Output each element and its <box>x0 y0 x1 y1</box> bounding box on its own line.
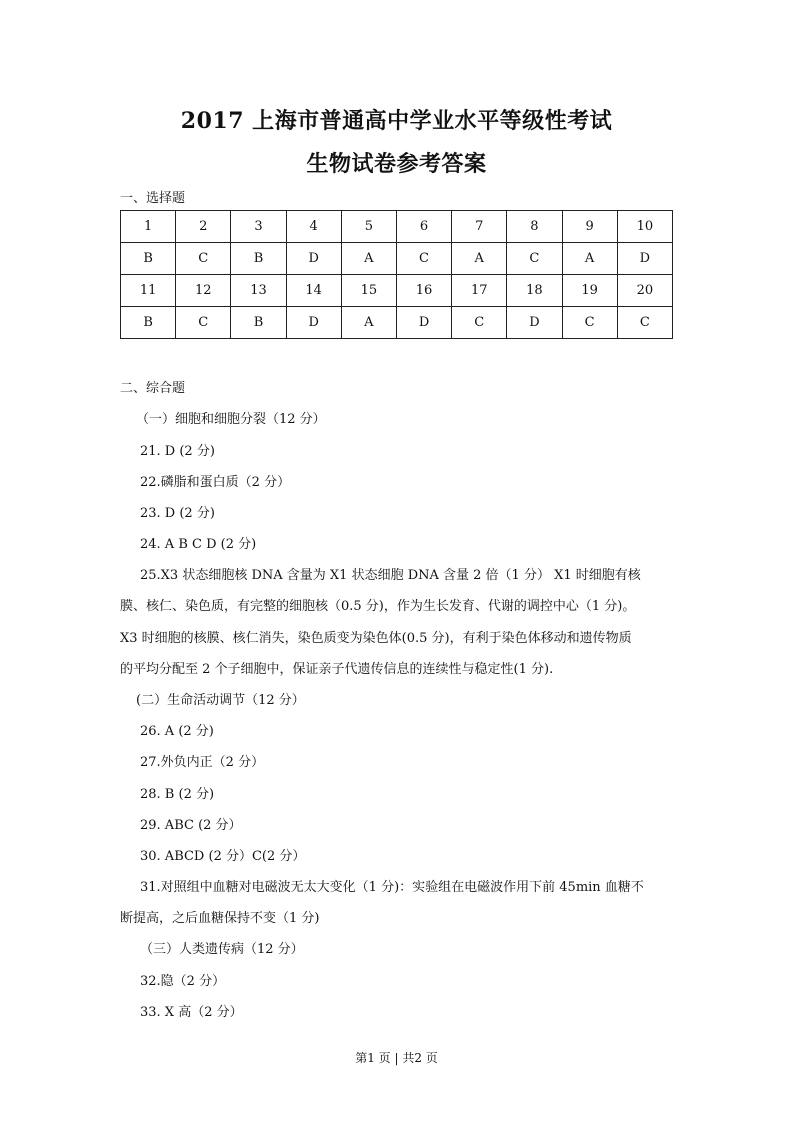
table-cell: 1 <box>121 211 176 243</box>
answer-line: 25.X3 状态细胞核 DNA 含量为 X1 状态细胞 DNA 含量 2 倍（1 分） X1 时细胞有核 <box>140 568 641 583</box>
table-cell: 11 <box>121 275 176 307</box>
table-cell: D <box>286 307 341 339</box>
table-cell: 19 <box>562 275 617 307</box>
table-cell: 5 <box>341 211 396 243</box>
table-cell: D <box>286 243 341 275</box>
answer-line: X3 时细胞的核膜、核仁消失，染色质变为染色体(0.5 分)，有利于染色体移动和遗传物质 <box>120 631 632 646</box>
table-cell: 14 <box>286 275 341 307</box>
page-footer: 第1 页 | 共2 页 <box>355 1051 438 1065</box>
table-cell: 4 <box>286 211 341 243</box>
table-cell: C <box>176 307 231 339</box>
table-cell: 15 <box>341 275 396 307</box>
table-cell: C <box>396 243 451 275</box>
answer-line: 29. ABC (2 分） <box>140 818 242 833</box>
answer-line: 21. D (2 分) <box>140 444 215 459</box>
table-cell: 9 <box>562 211 617 243</box>
table-row <box>121 307 673 339</box>
table-cell: C <box>507 243 562 275</box>
answer-line: 33. X 高（2 分） <box>140 1005 243 1020</box>
table-cell: A <box>341 307 396 339</box>
answer-line: 断提高，之后血糖保持不变（1 分) <box>120 911 320 926</box>
document-subtitle: 生物试卷参考答案 <box>306 151 487 177</box>
table-cell: A <box>452 243 507 275</box>
table-cell: B <box>231 307 286 339</box>
table-cell: C <box>452 307 507 339</box>
document-title: 2017 上海市普通高中学业水平等级性考试 <box>180 108 613 134</box>
table-cell: 10 <box>617 211 672 243</box>
table-cell: 17 <box>452 275 507 307</box>
table-cell: 2 <box>176 211 231 243</box>
answer-line: 31.对照组中血糖对电磁波无太大变化（1 分)：实验组在电磁波作用下前 45min 血糖不 <box>140 880 644 895</box>
table-cell: 8 <box>507 211 562 243</box>
table-cell: C <box>617 307 672 339</box>
table-cell: 16 <box>396 275 451 307</box>
table-row <box>121 211 673 243</box>
table-cell: B <box>121 307 176 339</box>
table-cell: C <box>562 307 617 339</box>
table-cell: D <box>507 307 562 339</box>
table-cell: A <box>341 243 396 275</box>
table-row <box>121 275 673 307</box>
answer-line: 24. A B C D (2 分) <box>140 537 257 552</box>
table-cell: 18 <box>507 275 562 307</box>
table-cell: 13 <box>231 275 286 307</box>
table-row <box>121 243 673 275</box>
answer-line: 27.外负内正（2 分） <box>140 755 265 770</box>
subsection-heading: （一）细胞和细胞分裂（12 分） <box>136 412 326 427</box>
table-cell: B <box>231 243 286 275</box>
subsection-heading: (二）生命活动调节（12 分） <box>136 693 305 708</box>
section-heading-comprehensive: 二、综合题 <box>120 381 186 396</box>
answer-line: 32.隐（2 分） <box>140 974 226 989</box>
table-cell: A <box>562 243 617 275</box>
table-cell: B <box>121 243 176 275</box>
answer-line: 膜、核仁、染色质，有完整的细胞核（0.5 分)，作为生长发育、代谢的调控中心（1 分)。 <box>120 599 636 614</box>
answer-line: 26. A (2 分) <box>140 724 214 739</box>
table-cell: C <box>176 243 231 275</box>
table-cell: 12 <box>176 275 231 307</box>
section-heading-multiple-choice: 一、选择题 <box>120 191 186 206</box>
table-cell: 6 <box>396 211 451 243</box>
subsection-heading: （三）人类遗传病（12 分） <box>140 942 304 957</box>
table-cell: D <box>396 307 451 339</box>
answer-line: 23. D (2 分) <box>140 506 215 521</box>
table-cell: D <box>617 243 672 275</box>
answer-line: 30. ABCD (2 分）C(2 分） <box>140 849 306 864</box>
answer-line: 的平均分配至 2 个子细胞中，保证亲子代遗传信息的连续性与稳定性(1 分). <box>120 662 554 677</box>
table-cell: 20 <box>617 275 672 307</box>
table-cell: 7 <box>452 211 507 243</box>
answer-line: 22.磷脂和蛋白质（2 分） <box>140 475 291 490</box>
answer-line: 28. B (2 分) <box>140 787 215 802</box>
answer-table <box>120 210 673 339</box>
table-cell: 3 <box>231 211 286 243</box>
